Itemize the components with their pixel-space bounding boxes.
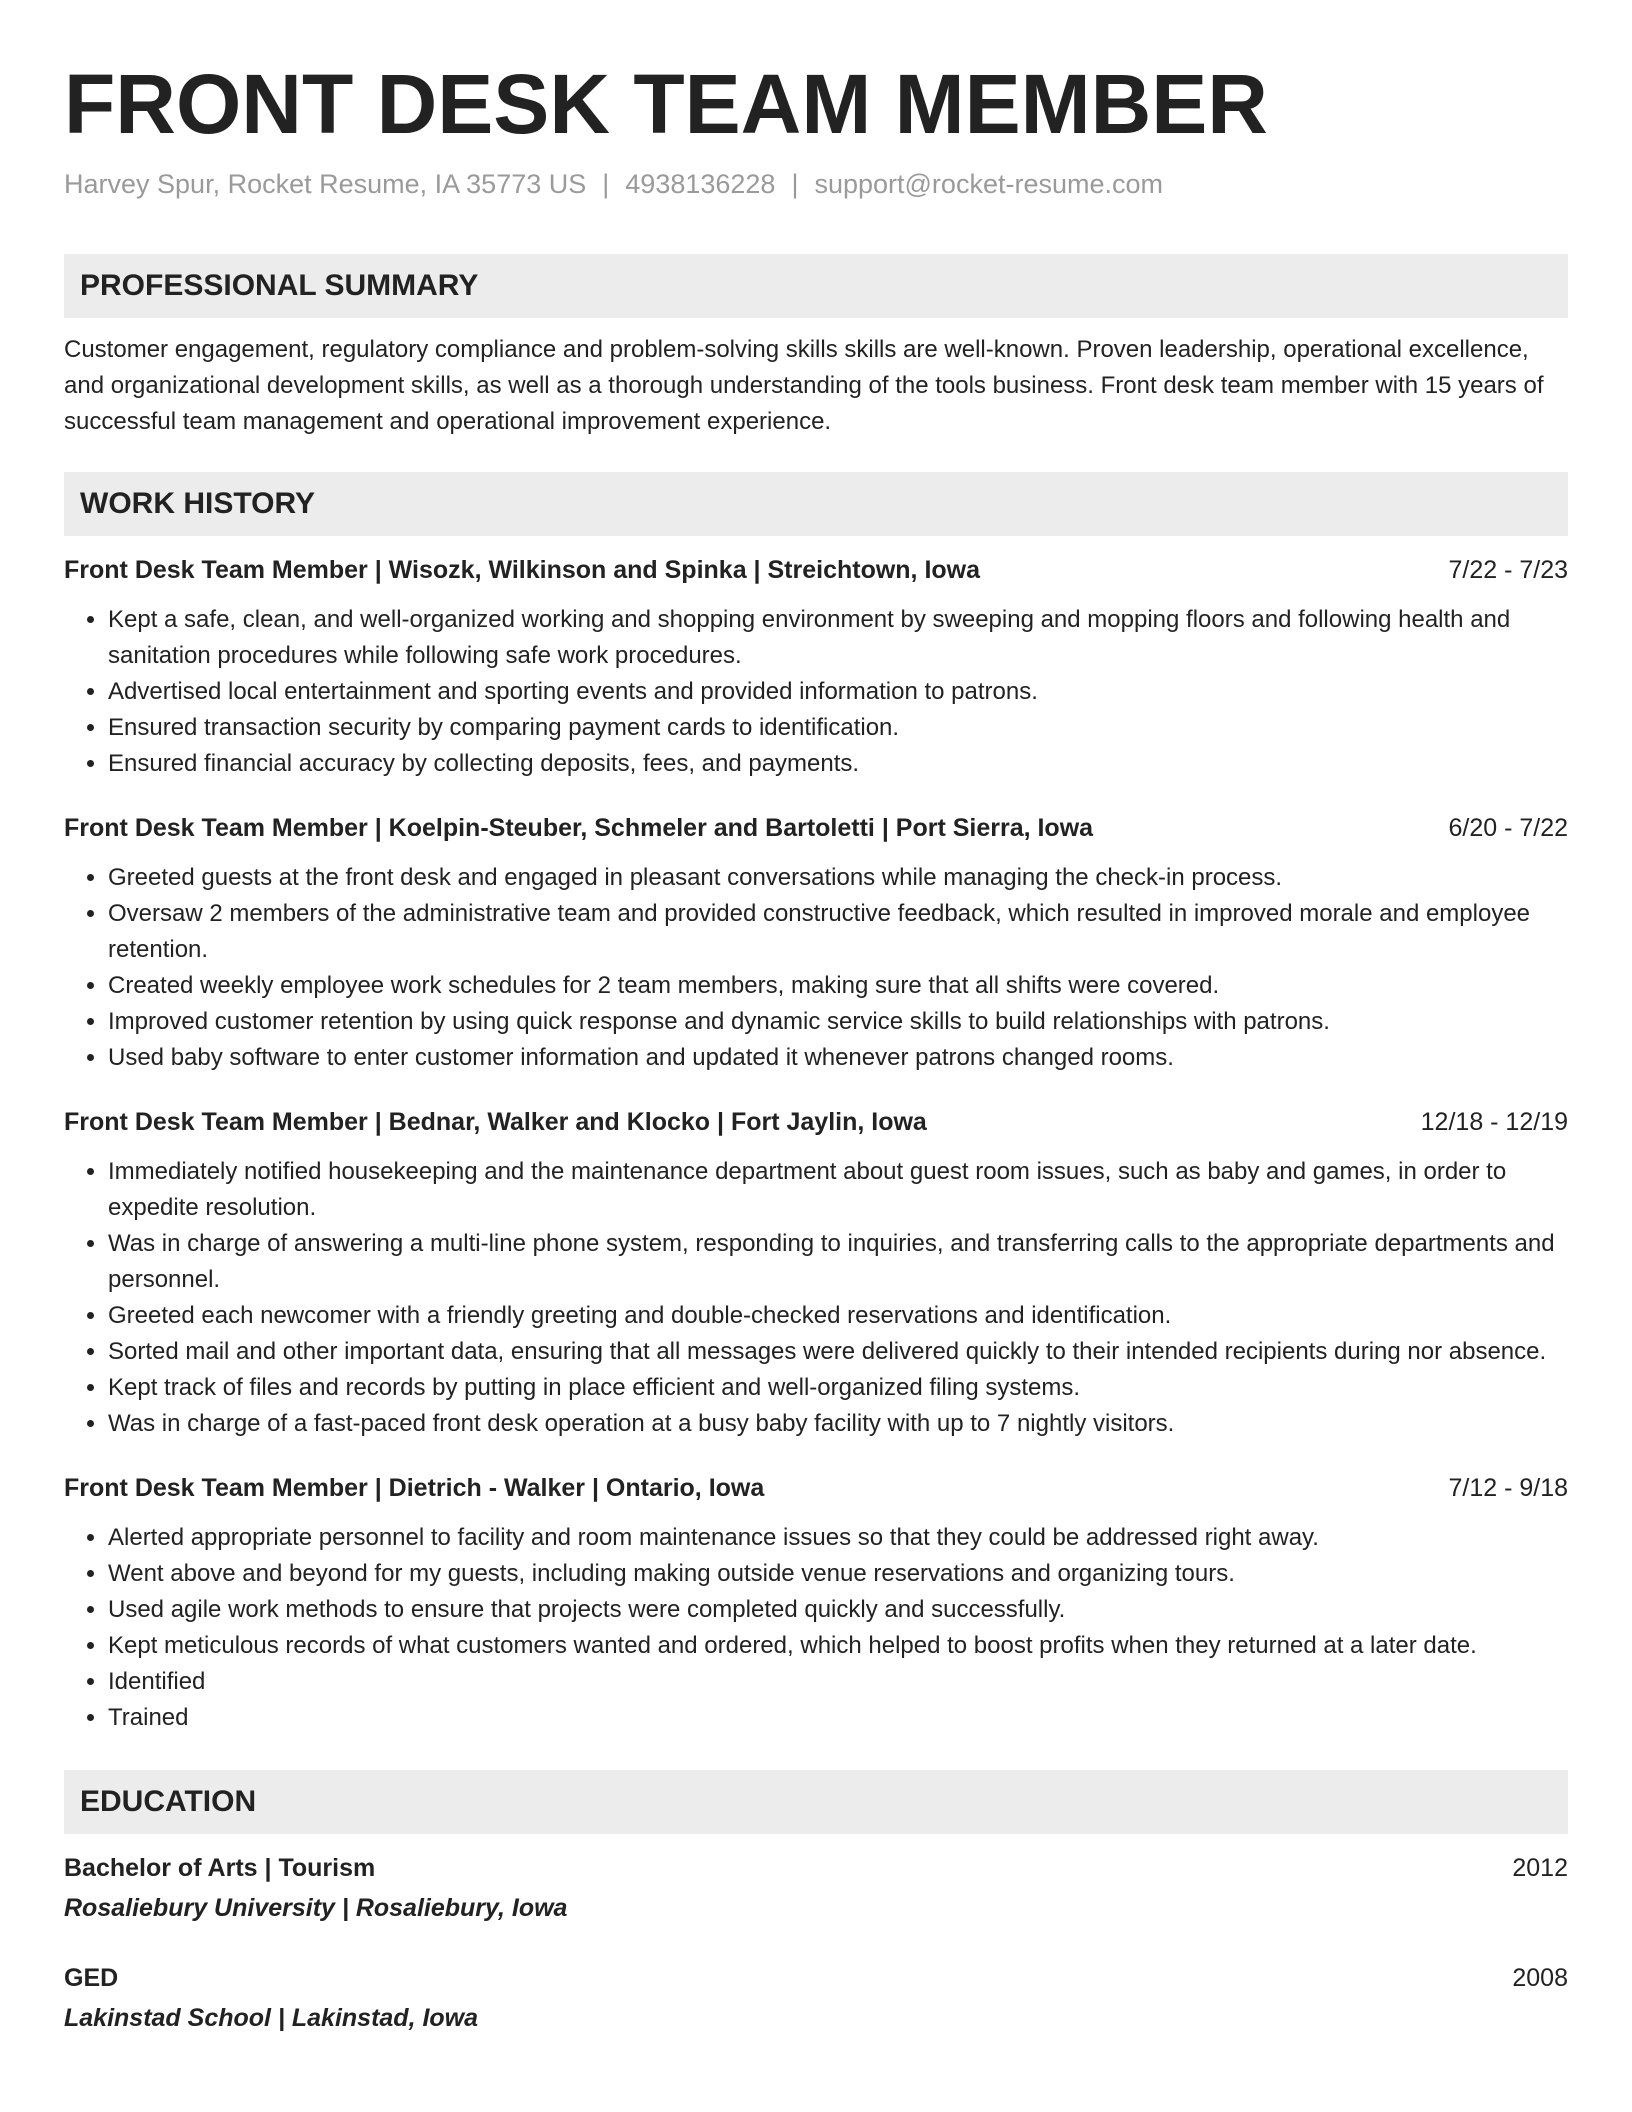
job-bullet-list: [64, 860, 1568, 1076]
contact-email: support@rocket-resume.com: [814, 169, 1163, 199]
education-row: [64, 1958, 1568, 1998]
education-entry: [64, 1958, 1568, 2038]
education-list: [64, 1848, 1568, 2038]
job-dates: 7/22 - 7/23: [1448, 556, 1568, 584]
education-row: [64, 1848, 1568, 1888]
education-entry: [64, 1848, 1568, 1928]
job-title: Front Desk Team Member | Koelpin-Steuber, Schmeler and Bartoletti | Port Sierra, Iowa: [64, 814, 1094, 842]
job-bullet: • Used baby software to enter customer information and updated it whenever patrons changed rooms.: [108, 1040, 1568, 1076]
job-bullet: • Alerted appropriate personnel to facility and room maintenance issues so that they could be addressed right away.: [108, 1520, 1568, 1556]
contact-separator: |: [791, 169, 799, 199]
job-bullet: • Greeted guests at the front desk and engaged in pleasant conversations while managing the check-in process.: [108, 860, 1568, 896]
contact-address: Harvey Spur, Rocket Resume, IA 35773 US: [64, 169, 587, 199]
job-bullet: • Immediately notified housekeeping and the maintenance department about guest room issues, such as baby and games, in order to expedite resolution.: [108, 1154, 1568, 1226]
job-bullet: • Advertised local entertainment and sporting events and provided information to patrons.: [108, 674, 1568, 710]
job-bullet: • Was in charge of answering a multi-line phone system, responding to inquiries, and transferring calls to the appropriate departments and personnel.: [108, 1226, 1568, 1298]
candidate-name: FRONT DESK TEAM MEMBER: [64, 57, 1268, 151]
job-title: Front Desk Team Member | Bednar, Walker and Klocko | Fort Jaylin, Iowa: [64, 1108, 927, 1136]
education-school: Rosaliebury University | Rosaliebury, Iowa: [64, 1894, 568, 1922]
job-bullet: • Greeted each newcomer with a friendly greeting and double-checked reservations and identification.: [108, 1298, 1568, 1334]
job-bullet: • Was in charge of a fast-paced front desk operation at a busy baby facility with up to 7 nightly visitors.: [108, 1406, 1568, 1442]
contact-separator: |: [602, 169, 610, 199]
contact-line: [64, 166, 1568, 202]
contact-phone: 4938136228: [625, 169, 776, 199]
job-bullet: • Trained: [108, 1700, 1568, 1736]
job-title-row: [64, 552, 1568, 588]
education-school: Lakinstad School | Lakinstad, Iowa: [64, 2004, 479, 2032]
job-title-row: [64, 1104, 1568, 1140]
education-degree: GED: [64, 1964, 119, 1992]
job-bullet: • Created weekly employee work schedules for 2 team members, making sure that all shifts were covered.: [108, 968, 1568, 1004]
job-bullet: • Used agile work methods to ensure that projects were completed quickly and successfully.: [108, 1592, 1568, 1628]
job-bullet: • Improved customer retention by using quick response and dynamic service skills to build relationships with patrons.: [108, 1004, 1568, 1040]
job-entry: [64, 1470, 1568, 1736]
education-heading: EDUCATION: [64, 1770, 1568, 1834]
job-bullet-list: [64, 1154, 1568, 1442]
job-bullet: • Identified: [108, 1664, 1568, 1700]
job-entry: [64, 552, 1568, 782]
job-bullet: • Ensured transaction security by comparing payment cards to identification.: [108, 710, 1568, 746]
job-bullet: • Kept meticulous records of what customers wanted and ordered, which helped to boost profits when they returned at a later date.: [108, 1628, 1568, 1664]
job-title-row: [64, 1470, 1568, 1506]
job-bullet-list: [64, 602, 1568, 782]
job-dates: 12/18 - 12/19: [1420, 1108, 1568, 1136]
job-title: Front Desk Team Member | Wisozk, Wilkinson and Spinka | Streichtown, Iowa: [64, 556, 981, 584]
job-title-row: [64, 810, 1568, 846]
job-bullet: • Sorted mail and other important data, ensuring that all messages were delivered quickly to their intended recipients during nor absence.: [108, 1334, 1568, 1370]
job-entry: [64, 810, 1568, 1076]
job-bullet: • Kept track of files and records by putting in place efficient and well-organized filing systems.: [108, 1370, 1568, 1406]
job-bullet-list: [64, 1520, 1568, 1736]
job-title: Front Desk Team Member | Dietrich - Walker | Ontario, Iowa: [64, 1474, 765, 1502]
job-bullet: • Oversaw 2 members of the administrative team and provided constructive feedback, which resulted in improved morale and employee retention.: [108, 896, 1568, 968]
job-bullet: • Kept a safe, clean, and well-organized working and shopping environment by sweeping and mopping floors and following health and sanitation procedures while following safe work procedures.: [108, 602, 1568, 674]
education-degree: Bachelor of Arts | Tourism: [64, 1854, 376, 1882]
job-bullet: • Ensured financial accuracy by collecting deposits, fees, and payments.: [108, 746, 1568, 782]
education-year: 2012: [1512, 1854, 1568, 1882]
work-history-list: [64, 552, 1568, 1736]
professional-summary-text: Customer engagement, regulatory compliance and problem-solving skills skills are well-known. Proven leadership, operational excellence, and organizational development skills, as well as a thorough understanding of the tools business. Front desk team member with 15 years of successful team management and operational improvement experience.: [64, 336, 1544, 435]
professional-summary-heading: PROFESSIONAL SUMMARY: [64, 254, 1568, 318]
education-year: 2008: [1512, 1964, 1568, 1992]
job-dates: 7/12 - 9/18: [1448, 1474, 1568, 1502]
work-history-heading: WORK HISTORY: [64, 472, 1568, 536]
job-dates: 6/20 - 7/22: [1448, 814, 1568, 842]
job-bullet: • Went above and beyond for my guests, including making outside venue reservations and organizing tours.: [108, 1556, 1568, 1592]
job-entry: [64, 1104, 1568, 1442]
